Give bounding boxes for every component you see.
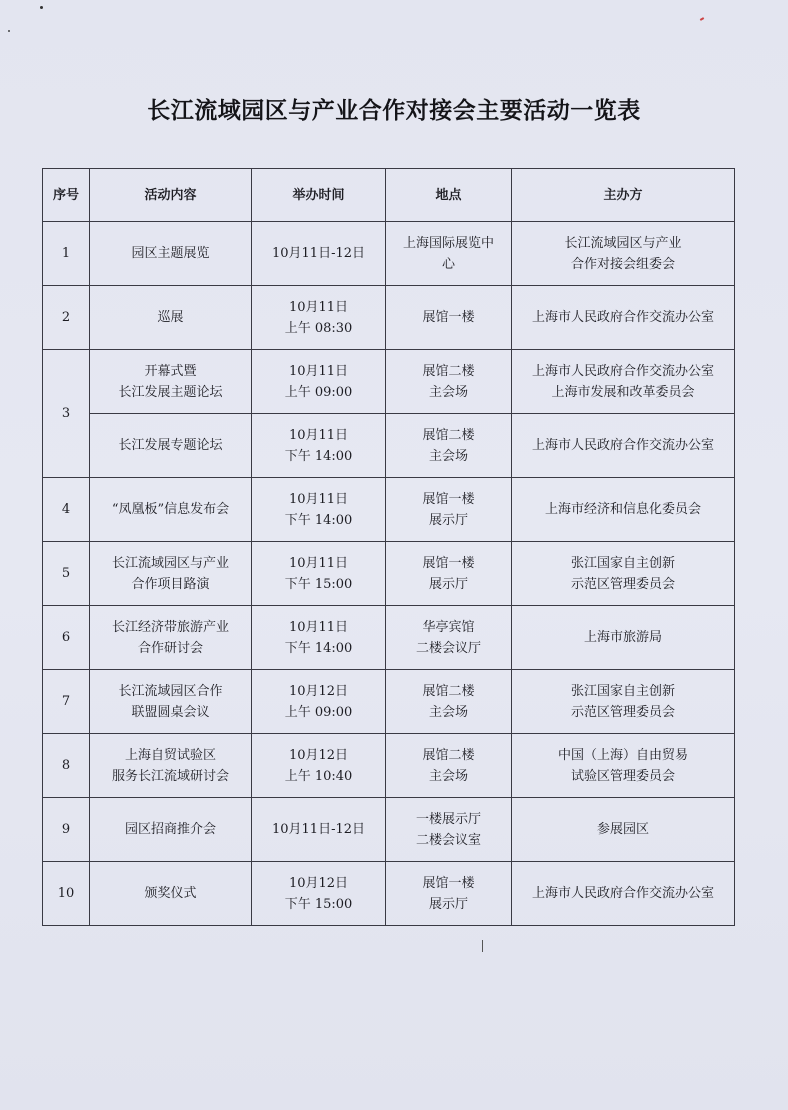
cell-place	[386, 286, 512, 350]
document-title: 长江流域园区与产业合作对接会主要活动一览表	[147, 98, 641, 124]
cell-organizer-line: 合作对接会组委会	[570, 256, 675, 272]
cell-organizer-line: 上海市旅游局	[583, 630, 662, 645]
cell-content-line: 长江经济带旅游产业	[111, 619, 229, 635]
cell-content-line: 长江发展专题论坛	[118, 438, 223, 453]
cell-place	[386, 606, 512, 670]
cell-time-line: 10月11日	[288, 555, 349, 571]
table-row	[43, 734, 735, 798]
cell-place	[386, 670, 512, 734]
cell-time-line: 下午 14:00	[284, 448, 353, 464]
cell-time	[252, 478, 386, 542]
cell-content	[90, 222, 252, 286]
activities-table	[42, 168, 735, 926]
cell-time-line: 下午 15:00	[284, 576, 353, 592]
cell-place	[386, 350, 512, 414]
cell-organizer-line: 上海市人民政府合作交流办公室	[531, 438, 714, 453]
header-content: 活动内容	[90, 169, 252, 222]
table-row	[43, 606, 735, 670]
table-row	[43, 222, 735, 286]
cell-organizer	[512, 478, 735, 542]
cell-content-line: 合作研讨会	[137, 640, 203, 656]
cell-time-line: 10月11日-12日	[271, 246, 366, 261]
cell-time-line: 下午 14:00	[284, 640, 353, 656]
header-index: 序号	[43, 169, 90, 222]
cell-place	[386, 734, 512, 798]
cell-time-line: 10月11日	[288, 491, 349, 507]
header-organizer: 主办方	[512, 169, 735, 222]
table-row	[43, 542, 735, 606]
cell-organizer-line: 上海市经济和信息化委员会	[544, 502, 701, 517]
cell-content-line: 巡展	[157, 310, 184, 325]
cell-content	[90, 414, 252, 478]
cell-organizer	[512, 798, 735, 862]
cell-place	[386, 862, 512, 926]
cell-content	[90, 286, 252, 350]
cell-organizer-line: 示范区管理委员会	[570, 576, 675, 592]
cell-place-line: 华亭宾馆	[422, 619, 475, 635]
cell-content	[90, 862, 252, 926]
cell-time	[252, 862, 386, 926]
cell-organizer	[512, 862, 735, 926]
cell-index: 1	[43, 222, 90, 286]
header-place: 地点	[386, 169, 512, 222]
cell-organizer-line: 试验区管理委员会	[570, 768, 675, 784]
cell-place-line: 一楼展示厅	[415, 811, 481, 827]
cell-content-line: 长江流域园区与产业	[111, 555, 229, 571]
cell-place-line: 心	[441, 256, 455, 272]
cell-index: 8	[43, 734, 90, 798]
cell-content	[90, 798, 252, 862]
cell-content	[90, 734, 252, 798]
cell-index: 2	[43, 286, 90, 350]
cell-place-line: 展馆一楼	[422, 491, 475, 507]
cell-time-line: 上午 10:40	[284, 768, 353, 784]
cell-time-line: 下午 14:00	[284, 512, 353, 528]
cell-place-line: 展馆二楼	[422, 427, 475, 443]
cell-organizer	[512, 286, 735, 350]
cell-content	[90, 478, 252, 542]
cell-index: 5	[43, 542, 90, 606]
cell-content-line: 上海自贸试验区	[124, 747, 216, 763]
cell-place-line: 主会场	[428, 768, 468, 784]
cell-place	[386, 414, 512, 478]
cell-organizer-line: 上海市发展和改革委员会	[551, 384, 695, 400]
cell-organizer	[512, 670, 735, 734]
cell-place-line: 主会场	[428, 704, 468, 720]
cell-time	[252, 798, 386, 862]
table-header-row	[43, 169, 735, 222]
cell-time	[252, 222, 386, 286]
table-row	[43, 798, 735, 862]
cell-index: 4	[43, 478, 90, 542]
cell-time	[252, 414, 386, 478]
cell-content	[90, 542, 252, 606]
table-row	[43, 862, 735, 926]
cell-time	[252, 734, 386, 798]
cell-place	[386, 542, 512, 606]
cell-place-line: 上海国际展览中	[402, 235, 494, 251]
cell-time-line: 10月11日	[288, 363, 349, 379]
cell-content-line: 合作项目路演	[131, 576, 210, 592]
cell-content-line: 服务长江流域研讨会	[111, 768, 229, 784]
cell-time	[252, 606, 386, 670]
cell-time-line: 10月11日	[288, 619, 349, 635]
table-row	[43, 286, 735, 350]
cell-place-line: 二楼会议厅	[415, 640, 481, 656]
cell-organizer-line: 参展园区	[596, 822, 649, 837]
cell-content-line: 开幕式暨	[144, 363, 197, 379]
cell-organizer	[512, 350, 735, 414]
cell-content-line: “凤凰板”信息发布会	[111, 502, 230, 517]
cell-place-line: 展馆二楼	[422, 363, 475, 379]
cell-place-line: 展馆一楼	[422, 875, 475, 891]
cell-time-line: 10月12日	[288, 875, 349, 891]
cell-place	[386, 798, 512, 862]
cell-organizer	[512, 734, 735, 798]
cell-time-line: 10月11日	[288, 427, 349, 443]
cell-time-line: 下午 15:00	[284, 896, 353, 912]
cell-organizer-line: 上海市人民政府合作交流办公室	[531, 310, 714, 325]
cell-place-line: 主会场	[428, 384, 468, 400]
cell-organizer-line: 上海市人民政府合作交流办公室	[531, 363, 714, 379]
scan-speck	[8, 30, 10, 32]
cell-place-line: 二楼会议室	[415, 832, 481, 848]
cell-place-line: 展示厅	[428, 576, 468, 592]
cell-content	[90, 606, 252, 670]
cell-content-line: 颁奖仪式	[144, 886, 197, 901]
cell-organizer-line: 示范区管理委员会	[570, 704, 675, 720]
cell-organizer-line: 上海市人民政府合作交流办公室	[531, 886, 714, 901]
cell-content-line: 园区招商推介会	[124, 822, 216, 837]
cell-place-line: 展示厅	[428, 896, 468, 912]
table-row	[43, 350, 735, 414]
cell-place-line: 展馆二楼	[422, 747, 475, 763]
cell-index: 3	[43, 350, 90, 478]
cell-time-line: 10月12日	[288, 683, 349, 699]
cell-content-line: 园区主题展览	[131, 246, 210, 261]
cell-index: 7	[43, 670, 90, 734]
cell-organizer-line: 张江国家自主创新	[570, 683, 675, 699]
cell-time-line: 10月11日-12日	[271, 822, 366, 837]
cell-time-line: 上午 09:00	[284, 384, 353, 400]
cell-organizer-line: 张江国家自主创新	[570, 555, 675, 571]
cell-place	[386, 222, 512, 286]
cell-time-line: 上午 08:30	[284, 320, 353, 336]
cell-place-line: 主会场	[428, 448, 468, 464]
cell-time	[252, 670, 386, 734]
cell-content-line: 长江发展主题论坛	[118, 384, 223, 400]
cell-organizer-line: 长江流域园区与产业	[564, 235, 682, 251]
cell-place-line: 展馆一楼	[422, 555, 475, 571]
cell-time-line: 10月12日	[288, 747, 349, 763]
cell-content-line: 长江流域园区合作	[118, 683, 223, 699]
cell-index: 10	[43, 862, 90, 926]
cell-time	[252, 542, 386, 606]
table-row	[43, 414, 735, 478]
cell-place-line: 展馆二楼	[422, 683, 475, 699]
cell-time	[252, 350, 386, 414]
cell-content	[90, 670, 252, 734]
cell-content	[90, 350, 252, 414]
scan-speck	[700, 17, 704, 21]
scan-speck	[40, 6, 43, 9]
table-row	[43, 478, 735, 542]
cell-organizer-line: 中国（上海）自由贸易	[557, 747, 688, 763]
header-time: 举办时间	[252, 169, 386, 222]
cell-organizer	[512, 414, 735, 478]
cell-time	[252, 286, 386, 350]
table-body	[43, 222, 735, 926]
cell-index: 6	[43, 606, 90, 670]
scan-speck	[482, 940, 483, 952]
cell-index: 9	[43, 798, 90, 862]
cell-time-line: 上午 09:00	[284, 704, 353, 720]
cell-organizer	[512, 606, 735, 670]
cell-place-line: 展馆一楼	[422, 310, 475, 325]
table-row	[43, 670, 735, 734]
cell-place	[386, 478, 512, 542]
cell-organizer	[512, 542, 735, 606]
cell-content-line: 联盟圆桌会议	[131, 704, 210, 720]
cell-time-line: 10月11日	[288, 299, 349, 315]
cell-organizer	[512, 222, 735, 286]
cell-place-line: 展示厅	[428, 512, 468, 528]
